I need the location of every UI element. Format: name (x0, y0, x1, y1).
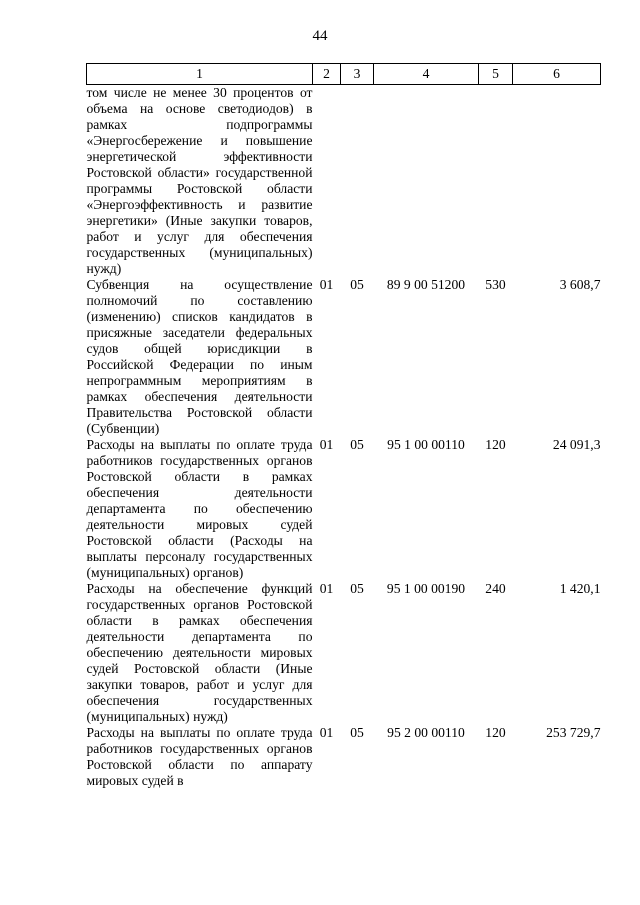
row-amount: 253 729,7 (546, 725, 601, 740)
table-row (87, 437, 601, 581)
row-amount (513, 85, 601, 278)
header-col-2: 2 (313, 64, 341, 85)
row-csr (374, 85, 479, 278)
page-number: 44 (312, 28, 328, 44)
row-rz: 01 (319, 725, 334, 740)
row-description: Расходы на выплаты по оплате труда работников государственных органов Ростовской области по аппарату мировых судей в (86, 725, 313, 788)
row-amount: 3 608,7 (559, 277, 601, 292)
row-description: Расходы на обеспечение функций государственных органов Ростовской области в рамках обеспечения деятельности департамента по обеспечению деятельности мировых судей Ростовской области (Иные закупки товаров, работ и услуг для обеспечения государственных (муниципальных) нужд) (86, 581, 313, 724)
row-csr: 95 1 00 00110 (387, 437, 465, 452)
row-csr: 95 2 00 00110 (387, 725, 465, 740)
row-vr: 120 (485, 437, 506, 452)
row-pr: 05 (350, 725, 364, 740)
row-rz: 01 (319, 277, 334, 292)
row-pr: 05 (350, 277, 364, 292)
row-vr: 530 (485, 277, 506, 292)
table-row (87, 277, 601, 437)
header-row (87, 64, 601, 85)
row-pr: 05 (350, 581, 364, 596)
row-vr (479, 85, 513, 278)
row-vr: 120 (485, 725, 506, 740)
row-csr: 95 1 00 00190 (386, 581, 466, 596)
row-pr: 05 (350, 437, 364, 452)
row-amount: 1 420,1 (559, 581, 601, 596)
table-row (87, 725, 601, 789)
row-rz: 01 (319, 437, 334, 452)
row-pr (341, 85, 374, 278)
header-col-1: 1 (87, 64, 313, 85)
row-description: Расходы на выплаты по оплате труда работников государственных органов Ростовской области в рамках обеспечения деятельности департамента по обеспечению деятельности мировых судей Ростовской области (Расходы на выплаты персоналу государственных (муниципальных) органов) (86, 437, 313, 580)
row-description: том числе не менее 30 процентов от объема на основе светодиодов) в рамках подпрограммы «Энергосбережение и повышение энергетической эффективности Ростовской области» государственной программы Ростовской области «Энергоэффективность и развитие энергетики» (Иные закупки товаров, работ и услуг для обеспечения государственных (муниципальных) нужд) (86, 85, 313, 276)
row-amount: 24 091,3 (552, 437, 601, 452)
header-col-3: 3 (341, 64, 374, 85)
header-col-5: 5 (479, 64, 513, 85)
row-rz (313, 85, 341, 278)
row-csr: 89 9 00 51200 (386, 277, 466, 292)
row-description: Субвенция на осуществление полномочий по составлению (изменению) списков кандидатов в присяжные заседатели федеральных судов общей юрисдикции в Российской Федерации по иным непрограммным мероприятиям в рамках обеспечения деятельности Правительства Ростовской области (Субвенции) (86, 277, 313, 436)
header-col-6: 6 (513, 64, 601, 85)
table-row (87, 581, 601, 725)
row-rz: 01 (319, 581, 334, 596)
budget-table (86, 63, 601, 789)
header-col-4: 4 (374, 64, 479, 85)
row-vr: 240 (485, 581, 506, 596)
table-row (87, 85, 601, 278)
